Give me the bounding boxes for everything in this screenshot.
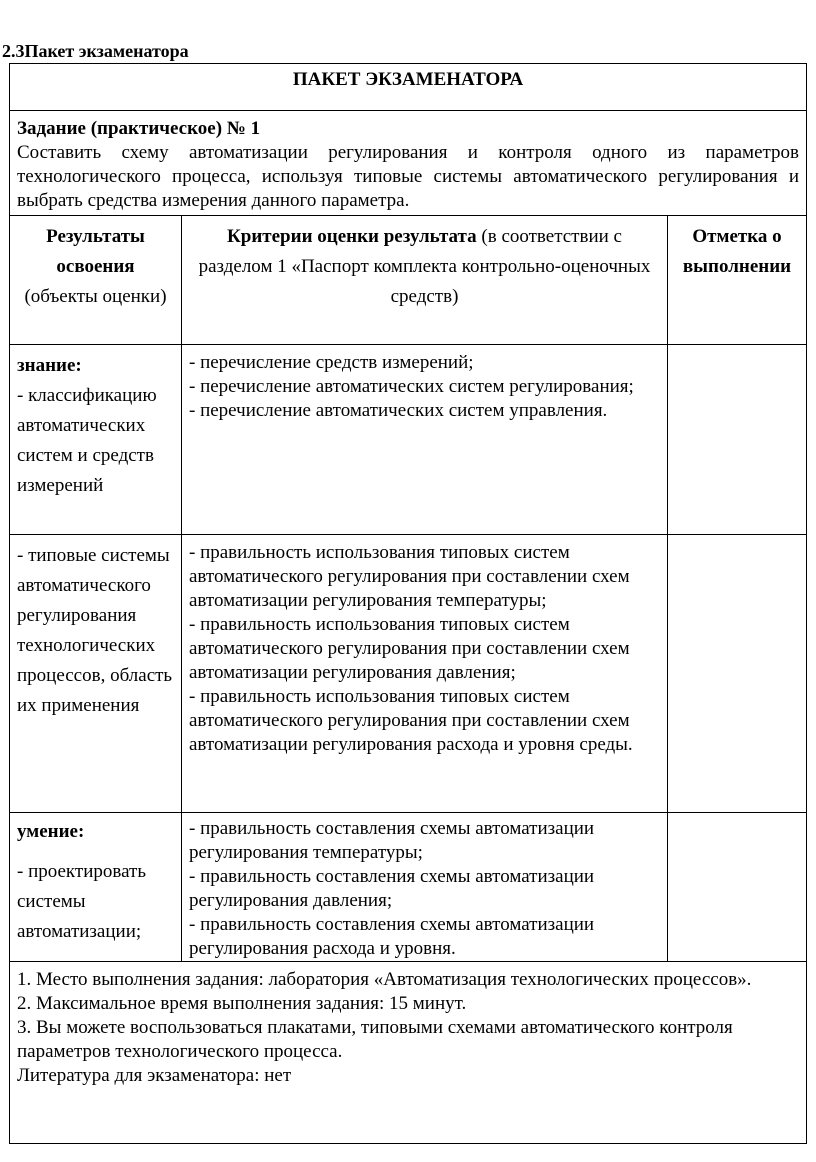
criteria-item: - перечисление автоматических систем регулирования; <box>189 376 634 397</box>
row-label-bold: умение: <box>17 821 85 842</box>
criteria-item: - правильность использования типовых систем автоматического регулирования при составлении схем автоматизации регулирования давления; <box>189 614 630 683</box>
task-number: Задание (практическое) № 1 <box>17 118 261 139</box>
header-criteria <box>182 216 668 345</box>
header-results-bold: Результаты освоения <box>46 226 145 277</box>
section-heading: 2.3Пакет экзаменатора <box>2 41 189 61</box>
table-row <box>10 345 807 535</box>
criteria-item: - перечисление автоматических систем управления. <box>189 400 608 421</box>
criteria-cell <box>182 535 668 813</box>
mark-cell[interactable] <box>668 535 807 813</box>
table-title: ПАКЕТ ЭКЗАМЕНАТОРА <box>10 64 807 111</box>
row-label-text: - типовые системы автоматического регулирования технологических процессов, область их применения <box>17 545 173 716</box>
examiner-package-table <box>9 63 807 1144</box>
result-cell <box>10 535 182 813</box>
criteria-item: - правильность составления схемы автоматизации регулирования температуры; <box>189 818 595 863</box>
criteria-item: - перечисление средств измерений; <box>189 352 474 373</box>
task-cell <box>10 111 807 216</box>
result-cell <box>10 813 182 962</box>
header-mark: Отметка о выполнении <box>668 216 807 345</box>
row-label-text: - проектировать системы автоматизации; <box>17 861 146 942</box>
criteria-item: - правильность составления схемы автоматизации регулирования расхода и уровня. <box>189 914 595 959</box>
criteria-item: - правильность использования типовых систем автоматического регулирования при составлении схем автоматизации регулирования расхода и уровня среды. <box>189 686 633 755</box>
criteria-cell <box>182 345 668 535</box>
row-label-text: - классификацию автоматических систем и средств измерений <box>17 385 157 496</box>
condition-item: 2. Максимальное время выполнения задания: 15 минут. <box>17 993 467 1014</box>
criteria-item: - правильность составления схемы автоматизации регулирования давления; <box>189 866 595 911</box>
header-results <box>10 216 182 345</box>
header-criteria-normal: (в соответствии с разделом 1 «Паспорт комплекта контрольно-оценочных средств) <box>198 226 651 307</box>
table-row <box>10 813 807 962</box>
condition-item: Литература для экзаменатора: нет <box>17 1065 292 1086</box>
header-results-normal: (объекты оценки) <box>24 286 167 307</box>
mark-cell[interactable] <box>668 345 807 535</box>
row-label-bold: знание: <box>17 355 82 376</box>
condition-item: 1. Место выполнения задания: лаборатория «Автоматизация технологических процессов». <box>17 969 752 990</box>
criteria-item: - правильность использования типовых систем автоматического регулирования при составлении схем автоматизации регулирования температуры; <box>189 542 630 611</box>
condition-item: 3. Вы можете воспользоваться плакатами, типовыми схемами автоматического контроля параметров технологического процесса. <box>17 1017 733 1062</box>
spacer <box>17 847 174 857</box>
criteria-cell <box>182 813 668 962</box>
result-cell <box>10 345 182 535</box>
task-text: Составить схему автоматизации регулирования и контроля одного из параметров технологического процесса, используя типовые системы автоматического регулирования и выбрать средства измерения данного параметра. <box>17 142 800 211</box>
table-row <box>10 535 807 813</box>
conditions-cell <box>10 962 807 1144</box>
header-criteria-bold: Критерии оценки результата <box>227 226 477 247</box>
mark-cell[interactable] <box>668 813 807 962</box>
